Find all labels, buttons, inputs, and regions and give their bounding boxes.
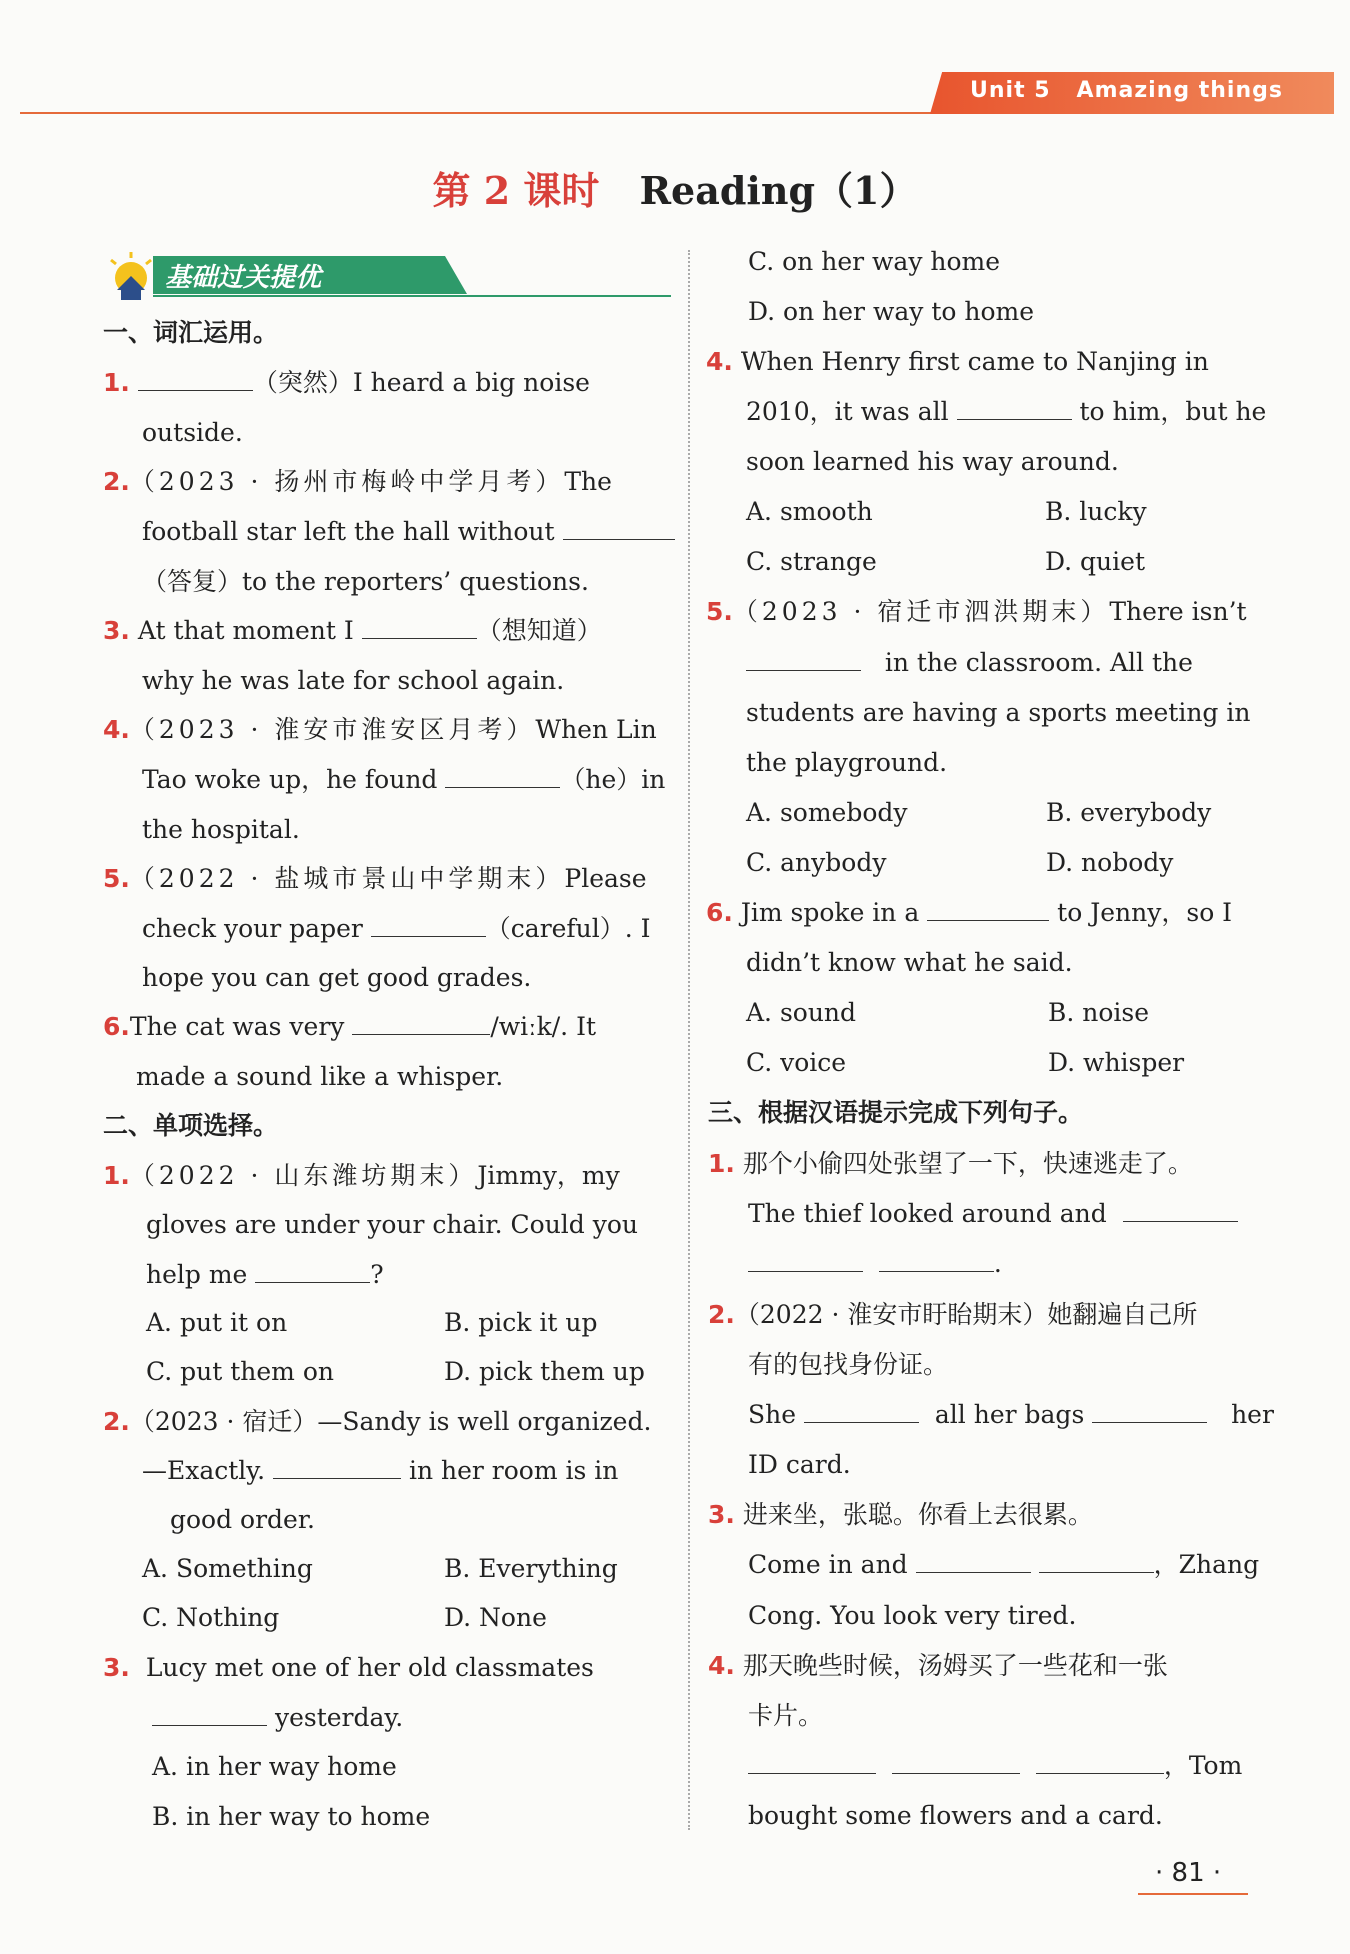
s2-q2-option-a: A. Something — [142, 1554, 313, 1583]
s2-q2-option-d: D. None — [444, 1603, 547, 1632]
section-2-title: 二、单项选择。 — [103, 1111, 279, 1140]
s1-q1-line1: 1. （突然）I heard a big noise — [103, 368, 590, 397]
s2-q3-option-c: C. on her way home — [748, 247, 1001, 276]
s3-q3-line3: Cong. You look very tired. — [748, 1601, 1077, 1630]
page-number: · 81 · — [1155, 1858, 1222, 1888]
s3-q3-line1: 3. 进来坐，张聪。你看上去很累。 — [708, 1500, 1093, 1529]
s2-q6-option-b: B. noise — [1048, 998, 1150, 1027]
s1-q4-line3: the hospital. — [142, 815, 300, 844]
s2-q5-line2: in the classroom. All the — [746, 648, 1193, 678]
lesson-name: Reading（1） — [639, 168, 918, 213]
s3-q4-line4: bought some flowers and a card. — [748, 1801, 1163, 1830]
s2-q5-line4: the playground. — [746, 748, 948, 777]
s2-q3-option-b: B. in her way to home — [152, 1802, 431, 1831]
s2-q6-line2: didn’t know what he said. — [746, 948, 1073, 977]
s1-q2-line3: （答复）to the reporters’ questions. — [142, 567, 589, 596]
s2-q3-line2: yesterday. — [152, 1703, 403, 1733]
s2-q4-line3: soon learned his way around. — [746, 447, 1119, 476]
s2-q5-line3: students are having a sports meeting in — [746, 698, 1251, 727]
s2-q4-option-c: C. strange — [746, 547, 877, 576]
s2-q3-line1: 3. Lucy met one of her old classmates — [103, 1653, 594, 1682]
s2-q2-option-c: C. Nothing — [142, 1603, 280, 1632]
s2-q2-line2: —Exactly. in her room is in — [142, 1456, 619, 1485]
s2-q6-line1: 6. Jim spoke in a to Jenny，so I — [706, 898, 1233, 927]
s1-q4-line2: Tao woke up，he found （he）in — [142, 765, 666, 794]
s1-q2-line2: football star left the hall without — [142, 517, 675, 547]
s2-q5-line1: 5.（2023 · 宿迁市泗洪期末）There isn’t — [706, 597, 1247, 626]
s2-q1-line1: 1.（2022 · 山东潍坊期末）Jimmy，my — [103, 1161, 620, 1190]
s3-q1-line2: The thief looked around and — [748, 1199, 1238, 1229]
lightbulb-icon — [111, 252, 151, 300]
s3-q1-line1: 1. 那个小偷四处张望了一下，快速逃走了。 — [708, 1149, 1193, 1178]
s1-q4-line1: 4.（2023 · 淮安市淮安区月考）When Lin — [103, 715, 657, 744]
lesson-title — [0, 160, 1350, 215]
s3-q3-line2: Come in and ，Zhang — [748, 1550, 1260, 1579]
s1-q3-line1: 3. At that moment I （想知道） — [103, 616, 602, 645]
s2-q1-line3: help me ? — [146, 1260, 384, 1289]
section-1-title: 一、词汇运用。 — [103, 318, 279, 347]
s1-q5-line2: check your paper （careful）. I — [142, 914, 651, 943]
s3-q4-line3: ，Tom — [748, 1751, 1242, 1781]
s1-q6-line1: 6.The cat was very /wiːk/. It — [103, 1012, 596, 1041]
s2-q1-option-b: B. pick it up — [444, 1308, 598, 1337]
s2-q5-option-c: C. anybody — [746, 848, 887, 877]
s1-q5-line3: hope you can get good grades. — [142, 963, 532, 992]
s2-q5-option-b: B. everybody — [1046, 798, 1212, 827]
s1-q3-line2: why he was late for school again. — [142, 666, 565, 695]
s1-q6-line2: made a sound like a whisper. — [136, 1062, 504, 1091]
s3-q4-line2: 卡片。 — [748, 1701, 824, 1730]
s2-q6-option-a: A. sound — [746, 998, 857, 1027]
s3-q2-line2: 有的包找身份证。 — [748, 1350, 949, 1379]
s2-q5-option-d: D. nobody — [1046, 848, 1174, 877]
s1-q1-line2: outside. — [142, 418, 243, 447]
page-number-rule — [1138, 1893, 1248, 1895]
s2-q4-option-d: D. quiet — [1045, 547, 1145, 576]
s3-q2-line3: She all her bags her — [748, 1400, 1274, 1429]
s2-q4-line2: 2010，it was all to him，but he — [746, 397, 1267, 426]
s2-q2-line1: 2.（2023 · 宿迁）—Sandy is well organized. — [103, 1407, 652, 1436]
s2-q6-option-c: C. voice — [746, 1048, 847, 1077]
s2-q5-option-a: A. somebody — [746, 798, 908, 827]
s2-q1-option-c: C. put them on — [146, 1357, 334, 1386]
banner-label: 基础过关提优 — [165, 263, 322, 293]
s2-q4-line1: 4. When Henry first came to Nanjing in — [706, 347, 1209, 376]
s3-q1-line3: . — [748, 1249, 1002, 1279]
s3-q2-line4: ID card. — [748, 1450, 851, 1479]
s2-q3-option-a: A. in her way home — [152, 1752, 397, 1781]
s1-q5-line1: 5.（2022 · 盐城市景山中学期末）Please — [103, 864, 647, 893]
s3-q4-line1: 4. 那天晚些时候，汤姆买了一些花和一张 — [708, 1651, 1168, 1680]
s2-q2-line3: good order. — [170, 1505, 316, 1534]
s2-q1-option-d: D. pick them up — [444, 1357, 645, 1386]
s2-q2-option-b: B. Everything — [444, 1554, 618, 1583]
s2-q4-option-a: A. smooth — [746, 497, 873, 526]
s2-q4-option-b: B. lucky — [1045, 497, 1147, 526]
s2-q3-option-d: D. on her way to home — [748, 297, 1035, 326]
s2-q1-option-a: A. put it on — [146, 1308, 288, 1337]
lesson-number: 第 2 课时 — [432, 168, 600, 213]
s1-q2-line1: 2.（2023 · 扬州市梅岭中学月考）The — [103, 467, 612, 496]
section-3-title: 三、根据汉语提示完成下列句子。 — [708, 1098, 1084, 1127]
s2-q1-line2: gloves are under your chair. Could you — [146, 1210, 639, 1239]
s2-q6-option-d: D. whisper — [1048, 1048, 1185, 1077]
column-divider — [688, 250, 690, 1830]
section-banner — [105, 250, 671, 302]
s3-q2-line1: 2.（2022 · 淮安市盱眙期末）她翻遍自己所 — [708, 1300, 1198, 1329]
unit-label: Unit 5 Amazing things — [970, 78, 1283, 103]
